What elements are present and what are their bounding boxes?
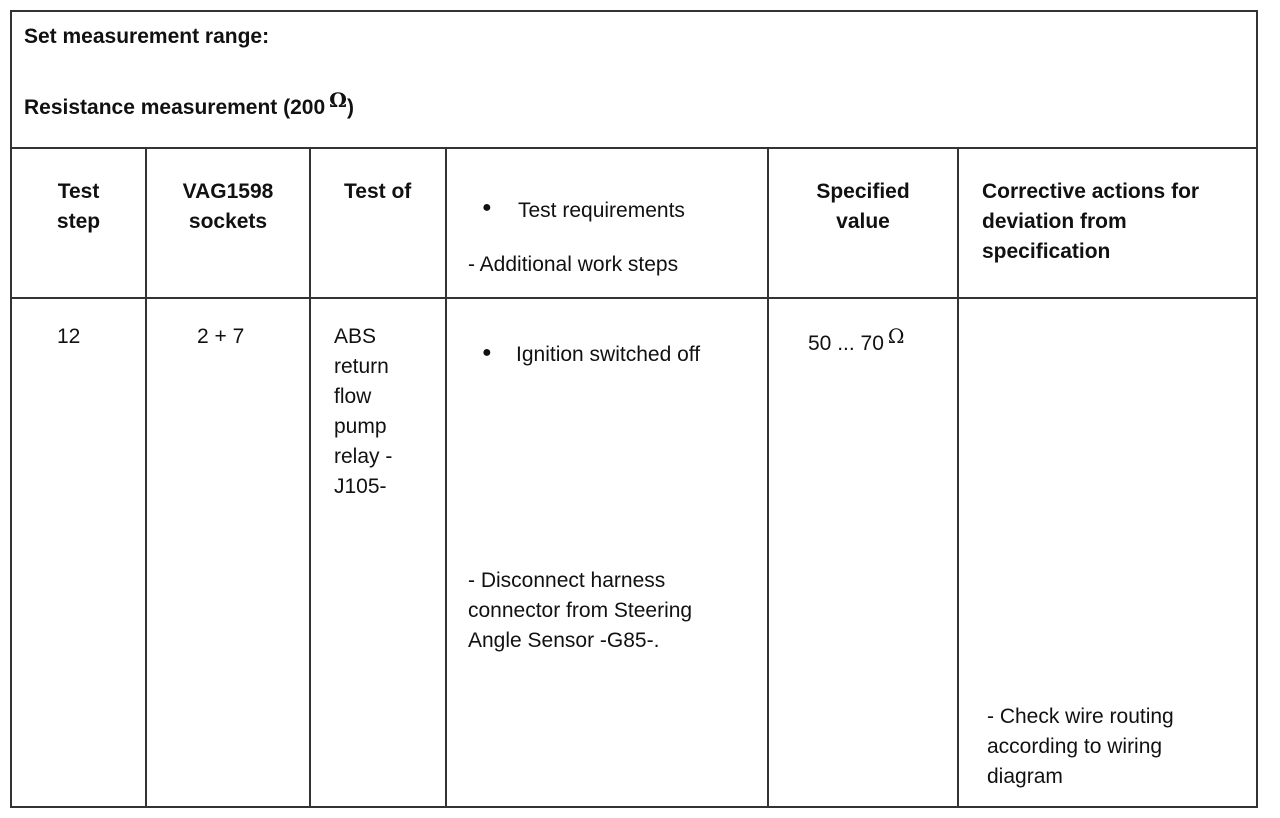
bullet-icon: ● xyxy=(482,344,492,361)
col-header-specified-value xyxy=(769,177,957,237)
col-header-specified-line-2: value xyxy=(836,210,890,233)
col-header-sockets-line-1: VAG1598 xyxy=(182,180,274,203)
ohm-symbol: Ω xyxy=(329,88,347,112)
column-divider-1 xyxy=(145,149,147,806)
col-header-corrective-line-3: specification xyxy=(982,240,1111,263)
resistance-mode-close: ) xyxy=(346,96,354,119)
row-test-of-line-1: ABS xyxy=(334,325,377,348)
resistance-mode-text: Resistance measurement (200 xyxy=(24,96,326,119)
row-corrective-line-1: - Check wire routing xyxy=(987,705,1174,728)
row-specified-range: 50 ... 70 xyxy=(808,332,884,355)
column-divider-4 xyxy=(767,149,769,806)
col-header-additional-steps: - Additional work steps xyxy=(468,253,679,276)
col-header-test-step xyxy=(12,177,145,237)
row-corrective-action xyxy=(987,702,1174,792)
header-divider xyxy=(12,147,1256,149)
row-additional-line-2: connector from Steering xyxy=(468,599,693,622)
row-test-of-line-6: J105- xyxy=(334,475,387,498)
col-header-test-requirements: Test requirements xyxy=(518,199,685,222)
col-header-sockets-line-2: sockets xyxy=(188,210,268,233)
measurement-range-label: Set measurement range: xyxy=(24,25,270,48)
measurement-table xyxy=(10,10,1258,808)
row-requirement: Ignition switched off xyxy=(516,343,701,366)
row-test-of-line-3: flow xyxy=(334,385,372,408)
column-divider-5 xyxy=(957,149,959,806)
row-additional-line-3: Angle Sensor -G85-. xyxy=(468,629,660,652)
row-specified-value xyxy=(808,324,905,359)
row-additional-line-1: - Disconnect harness xyxy=(468,569,666,592)
bullet-icon: ● xyxy=(482,199,492,216)
col-header-corrective-line-2: deviation from xyxy=(982,210,1127,233)
col-header-test-step-line-1: Test xyxy=(57,180,100,203)
row-test-of xyxy=(334,322,392,502)
row-test-step: 12 xyxy=(57,325,81,348)
row-test-of-line-2: return xyxy=(334,355,389,378)
column-divider-3 xyxy=(445,149,447,806)
column-header-divider xyxy=(12,297,1256,299)
row-test-of-line-4: pump xyxy=(334,415,387,438)
ohm-symbol: Ω xyxy=(887,324,905,348)
row-sockets: 2 + 7 xyxy=(197,325,245,348)
col-header-test-step-line-2: step xyxy=(56,210,101,233)
resistance-mode-label xyxy=(24,88,354,123)
row-corrective-line-2: according to wiring xyxy=(987,735,1163,758)
column-divider-2 xyxy=(309,149,311,806)
col-header-test-of: Test of xyxy=(344,180,412,203)
col-header-corrective-actions xyxy=(982,177,1199,267)
col-header-corrective-line-1: Corrective actions for xyxy=(982,180,1200,203)
row-corrective-line-3: diagram xyxy=(987,765,1063,788)
row-additional-steps xyxy=(468,566,692,656)
col-header-specified-line-1: Specified xyxy=(816,180,910,203)
row-test-of-line-5: relay - xyxy=(334,445,393,468)
col-header-sockets xyxy=(147,177,309,237)
